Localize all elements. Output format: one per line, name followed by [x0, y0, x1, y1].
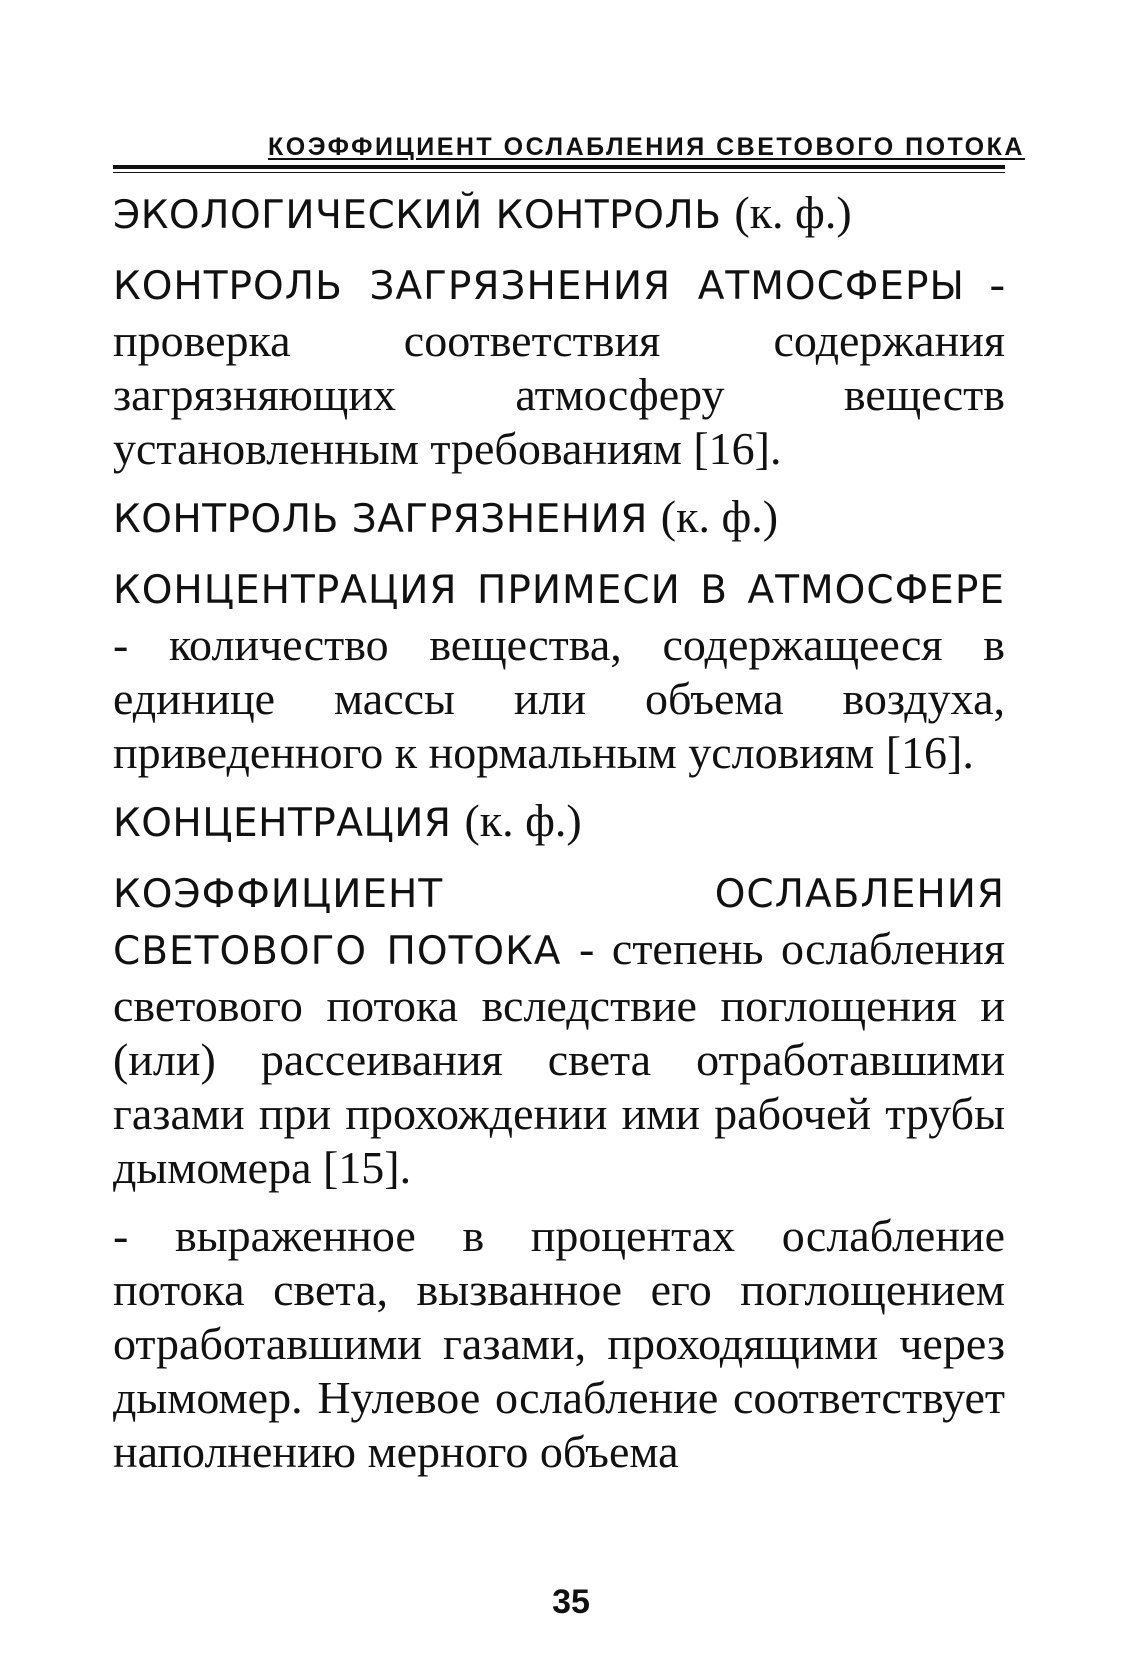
entry-light-attenuation-coefficient	[113, 865, 1005, 1195]
entry-pollution-control	[113, 490, 1005, 547]
entry-term: КОНТРОЛЬ ЗАГРЯЗНЕНИЯ АТМОСФЕРЫ	[113, 264, 965, 309]
entry-impurity-concentration	[113, 561, 1005, 780]
entry-ecological-control	[113, 186, 1005, 243]
page-number: 35	[552, 1583, 590, 1621]
entry-term: ЭКОЛОГИЧЕСКИЙ КОНТРОЛЬ	[113, 193, 722, 238]
running-head: КОЭФФИЦИЕНТ ОСЛАБЛЕНИЯ СВЕТОВОГО ПОТОКА	[268, 133, 1025, 161]
entry-definition: - проверка соответствия содержания загрязняющих атмосферу веществ установленным требованиям [16].	[113, 258, 1005, 474]
entry-definition: - количество вещества, содержащееся в единице массы или объема воздуха, приведенного к нормальным условиям [16].	[113, 619, 1005, 778]
entry-reference: (к. ф.)	[464, 795, 582, 846]
header-rule-thin	[113, 172, 1005, 173]
entry-definition-continuation	[113, 1209, 1005, 1479]
entry-term: КОЭФФИЦИЕНТ ОСЛАБЛЕНИЯ СВЕТОВОГО ПОТОКА	[113, 872, 1005, 974]
entry-reference: (к. ф.)	[734, 187, 852, 238]
entry-definition: - степень ослабления светового потока вследствие поглощения и (или) рассеивания света отработавшими газами при прохождении ими рабочей трубы дымомера [15].	[113, 923, 1005, 1193]
entry-definition: - выраженное в процентах ослабление потока света, вызванное его поглощением отработавшими газами, проходящими через дымомер. Нулевое ослабление соответствует наполнению мерного объема	[113, 1210, 1005, 1477]
header-rule-thick	[113, 165, 1005, 169]
entry-concentration	[113, 794, 1005, 851]
entry-term: КОНТРОЛЬ ЗАГРЯЗНЕНИЯ	[113, 497, 648, 542]
body-text	[113, 186, 1005, 1493]
entry-reference: (к. ф.)	[660, 491, 779, 542]
entry-air-pollution-control	[113, 257, 1005, 476]
entry-term: КОНЦЕНТРАЦИЯ ПРИМЕСИ В АТМОСФЕРЕ	[113, 568, 1005, 613]
entry-term: КОНЦЕНТРАЦИЯ	[113, 801, 452, 846]
